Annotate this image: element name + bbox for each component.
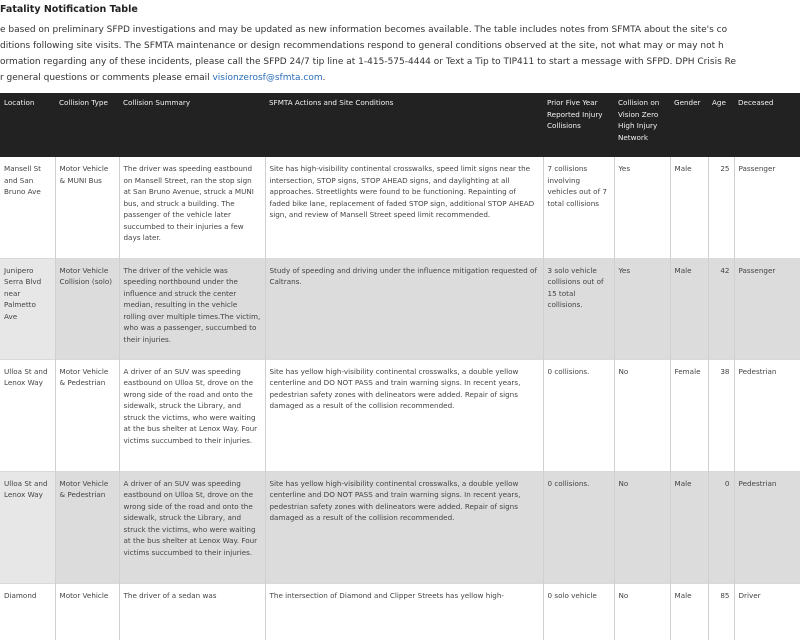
cell-sfmta-actions: Study of speeding and driving under the influence mitigation requested of Caltrans. <box>265 258 543 359</box>
cell-location: Diamond <box>0 583 55 640</box>
header-gender[interactable]: Gender <box>674 98 701 107</box>
cell-collision-type: Motor Vehicle Collision (solo) <box>55 258 119 359</box>
table-row[interactable] <box>0 157 800 258</box>
header-location[interactable]: Location <box>4 98 35 107</box>
cell-collision-summary: A driver of an SUV was speeding eastbound on Ulloa St, drove on the wrong side of the road and onto the sidewalk, struck the Library, and struck the victims, who were waiting at the bus shelter at Lenox Way. Four victims succumbed to their injuries. <box>119 471 265 583</box>
header-high-injury-network[interactable]: Collision on Vision Zero High Injury Network <box>618 98 660 142</box>
cell-deceased: Pedestrian <box>738 366 777 376</box>
table-row[interactable] <box>0 359 800 471</box>
cell-prior-collisions: 0 collisions. <box>543 359 614 471</box>
table-row[interactable] <box>0 258 800 359</box>
fatality-table-container[interactable] <box>0 93 800 640</box>
header-prior-collisions[interactable]: Prior Five Year Reported Injury Collisions <box>547 98 603 130</box>
cell-high-injury-network: No <box>614 583 670 640</box>
cell-high-injury-network: No <box>614 471 670 583</box>
cell-high-injury-network: Yes <box>614 157 670 258</box>
intro-line-2: ditions following site visits. The SFMTA maintenance or design recommendations respond to general conditions observed at the site, not what may or may not h <box>0 41 724 51</box>
header-age[interactable]: Age <box>712 98 726 107</box>
header-deceased[interactable]: Deceased <box>738 98 774 107</box>
header-collision-summary[interactable]: Collision Summary <box>123 98 191 107</box>
cell-collision-type: Motor Vehicle & Pedestrian <box>55 359 119 471</box>
table-row[interactable] <box>0 471 800 583</box>
cell-high-injury-network: No <box>614 359 670 471</box>
cell-high-injury-network: Yes <box>614 258 670 359</box>
table-row[interactable] <box>0 583 800 640</box>
cell-collision-type: Motor Vehicle & MUNI Bus <box>55 157 119 258</box>
email-link[interactable]: visionzerosf@sfmta.com <box>212 73 323 83</box>
cell-collision-type: Motor Vehicle <box>55 583 119 640</box>
cell-sfmta-actions: Site has yellow high-visibility continental crosswalks, a double yellow centerline and DO NOT PASS and train warning signs. In recent years, pedestrian safety zones with delineators were added. Repair of signs damaged as a result of the collision recommended. <box>265 471 543 583</box>
cell-location: Junipero Serra Blvd near Palmetto Ave <box>0 258 55 359</box>
header-sfmta-actions[interactable]: SFMTA Actions and Site Conditions <box>269 98 394 107</box>
page-title: Fatality Notification Table <box>0 4 138 15</box>
cell-sfmta-actions: Site has yellow high-visibility continental crosswalks, a double yellow centerline and DO NOT PASS and train warning signs. In recent years, pedestrian safety zones with delineators were added. Repair of signs damaged as a result of the collision recommended. <box>265 359 543 471</box>
cell-collision-summary: A driver of an SUV was speeding eastbound on Ulloa St, drove on the wrong side of the road and onto the sidewalk, struck the Library, and struck the victims, who were waiting at the bus shelter at Lenox Way. Four victims succumbed to their injuries. <box>119 359 265 471</box>
cell-location: Ulloa St and Lenox Way <box>0 359 55 471</box>
cell-gender: Male <box>670 157 708 258</box>
cell-age: 85 <box>708 583 734 640</box>
cell-gender: Male <box>670 258 708 359</box>
cell-collision-type: Motor Vehicle & Pedestrian <box>55 471 119 583</box>
cell-prior-collisions: 3 solo vehicle collisions out of 15 total collisions. <box>543 258 614 359</box>
cell-collision-summary: The driver of a sedan was <box>119 583 265 640</box>
cell-collision-summary: The driver of the vehicle was speeding northbound under the influence and struck the center median, resulting in the vehicle rolling over multiple times.The victim, who was a passenger, succumbed to their injuries. <box>119 258 265 359</box>
table-header-row <box>0 93 800 157</box>
intro-line-3: ormation regarding any of these incidents, please call the SFPD 24/7 tip line at 1-415-575-4444 or Text a Tip to TIP411 to start a message with SFPD. DPH Crisis Re <box>0 57 737 67</box>
cell-deceased: Passenger <box>738 265 776 275</box>
cell-location: Mansell St and San Bruno Ave <box>0 157 55 258</box>
fatality-table <box>0 93 800 640</box>
cell-deceased: Pedestrian <box>738 478 777 488</box>
cell-age: 38 <box>708 359 734 471</box>
intro-line-4-suffix: . <box>322 73 326 83</box>
cell-gender: Female <box>670 359 708 471</box>
header-collision-type[interactable]: Collision Type <box>59 98 108 107</box>
cell-sfmta-actions: The intersection of Diamond and Clipper Streets has yellow high- <box>265 583 543 640</box>
cell-gender: Male <box>670 583 708 640</box>
cell-deceased: Driver <box>738 590 761 600</box>
cell-prior-collisions: 7 collisions involving vehicles out of 7 total collisions <box>543 157 614 258</box>
cell-age: 25 <box>708 157 734 258</box>
cell-location: Ulloa St and Lenox Way <box>0 471 55 583</box>
cell-collision-summary: The driver was speeding eastbound on Mansell Street, ran the stop sign at San Bruno Avenue, struck a MUNI bus, and struck a building. The passenger of the vehicle later succumbed to their injuries a few days later. <box>119 157 265 258</box>
cell-prior-collisions: 0 collisions. <box>543 471 614 583</box>
intro-text <box>0 22 800 86</box>
intro-line-4 <box>0 70 800 86</box>
cell-gender: Male <box>670 471 708 583</box>
intro-line-1: e based on preliminary SFPD investigations and may be updated as new information becomes available. The table includes notes from SFMTA about the site's co <box>0 25 728 35</box>
cell-deceased: Passenger <box>738 164 776 173</box>
cell-age: 42 <box>708 258 734 359</box>
intro-line-4-text: r general questions or comments please email <box>0 73 213 83</box>
cell-age: 0 <box>708 471 734 583</box>
cell-prior-collisions: 0 solo vehicle <box>543 583 614 640</box>
cell-sfmta-actions: Site has high-visibility continental crosswalks, speed limit signs near the intersection, STOP signs, STOP AHEAD signs, and daylighting at all approaches. Streetlights were found to be functioning. Repainting of faded bike lane, replacement of faded STOP sign, additional STOP AHEAD sign, and review of Mansell Street speed limit recommended. <box>265 157 543 258</box>
